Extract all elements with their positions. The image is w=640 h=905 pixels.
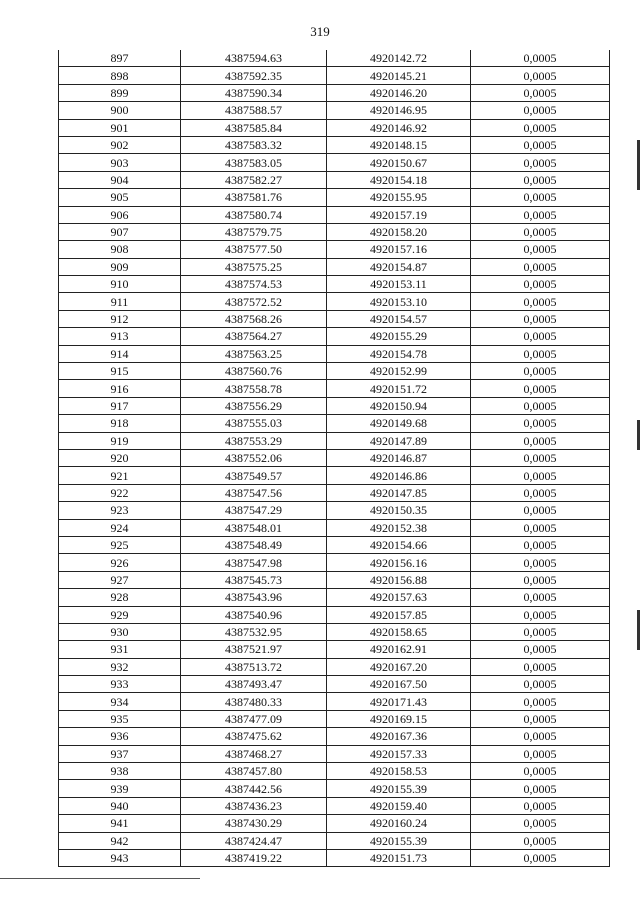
table-row <box>59 397 610 414</box>
y-coordinate-cell: 4920153.10 <box>327 293 471 310</box>
y-coordinate-cell: 4920159.40 <box>327 797 471 814</box>
accuracy-cell: 0,0005 <box>471 119 610 136</box>
y-coordinate-cell: 4920147.85 <box>327 484 471 501</box>
table-row <box>59 415 610 432</box>
table-row <box>59 67 610 84</box>
y-coordinate-cell: 4920146.87 <box>327 449 471 466</box>
y-coordinate-cell: 4920155.29 <box>327 328 471 345</box>
x-coordinate-cell: 4387553.29 <box>181 432 327 449</box>
accuracy-cell: 0,0005 <box>471 310 610 327</box>
table-row <box>59 189 610 206</box>
table-row <box>59 102 610 119</box>
y-coordinate-cell: 4920146.20 <box>327 84 471 101</box>
accuracy-cell: 0,0005 <box>471 658 610 675</box>
x-coordinate-cell: 4387585.84 <box>181 119 327 136</box>
table-row <box>59 345 610 362</box>
x-coordinate-cell: 4387580.74 <box>181 206 327 223</box>
x-coordinate-cell: 4387419.22 <box>181 849 327 866</box>
accuracy-cell: 0,0005 <box>471 258 610 275</box>
y-coordinate-cell: 4920157.16 <box>327 241 471 258</box>
point-number-cell: 919 <box>59 432 181 449</box>
y-coordinate-cell: 4920158.65 <box>327 623 471 640</box>
accuracy-cell: 0,0005 <box>471 849 610 866</box>
point-number-cell: 917 <box>59 397 181 414</box>
y-coordinate-cell: 4920142.72 <box>327 50 471 67</box>
accuracy-cell: 0,0005 <box>471 84 610 101</box>
point-number-cell: 927 <box>59 571 181 588</box>
accuracy-cell: 0,0005 <box>471 328 610 345</box>
point-number-cell: 913 <box>59 328 181 345</box>
table-row <box>59 502 610 519</box>
point-number-cell: 921 <box>59 467 181 484</box>
table-row <box>59 832 610 849</box>
point-number-cell: 909 <box>59 258 181 275</box>
point-number-cell: 910 <box>59 276 181 293</box>
x-coordinate-cell: 4387493.47 <box>181 676 327 693</box>
accuracy-cell: 0,0005 <box>471 815 610 832</box>
table-row <box>59 154 610 171</box>
y-coordinate-cell: 4920154.18 <box>327 171 471 188</box>
accuracy-cell: 0,0005 <box>471 136 610 153</box>
accuracy-cell: 0,0005 <box>471 589 610 606</box>
point-number-cell: 941 <box>59 815 181 832</box>
point-number-cell: 929 <box>59 606 181 623</box>
table-row <box>59 815 610 832</box>
coordinates-table-body <box>59 50 610 867</box>
point-number-cell: 900 <box>59 102 181 119</box>
y-coordinate-cell: 4920154.87 <box>327 258 471 275</box>
x-coordinate-cell: 4387582.27 <box>181 171 327 188</box>
y-coordinate-cell: 4920154.57 <box>327 310 471 327</box>
x-coordinate-cell: 4387579.75 <box>181 223 327 240</box>
point-number-cell: 936 <box>59 728 181 745</box>
x-coordinate-cell: 4387577.50 <box>181 241 327 258</box>
accuracy-cell: 0,0005 <box>471 519 610 536</box>
page-number: 319 <box>310 24 330 39</box>
x-coordinate-cell: 4387442.56 <box>181 780 327 797</box>
y-coordinate-cell: 4920171.43 <box>327 693 471 710</box>
x-coordinate-cell: 4387548.01 <box>181 519 327 536</box>
y-coordinate-cell: 4920154.66 <box>327 536 471 553</box>
table-row <box>59 536 610 553</box>
accuracy-cell: 0,0005 <box>471 189 610 206</box>
point-number-cell: 901 <box>59 119 181 136</box>
table-row <box>59 223 610 240</box>
point-number-cell: 898 <box>59 67 181 84</box>
x-coordinate-cell: 4387549.57 <box>181 467 327 484</box>
accuracy-cell: 0,0005 <box>471 415 610 432</box>
point-number-cell: 915 <box>59 363 181 380</box>
point-number-cell: 931 <box>59 641 181 658</box>
accuracy-cell: 0,0005 <box>471 154 610 171</box>
x-coordinate-cell: 4387475.62 <box>181 728 327 745</box>
y-coordinate-cell: 4920158.53 <box>327 763 471 780</box>
point-number-cell: 924 <box>59 519 181 536</box>
y-coordinate-cell: 4920157.19 <box>327 206 471 223</box>
table-row <box>59 467 610 484</box>
x-coordinate-cell: 4387564.27 <box>181 328 327 345</box>
accuracy-cell: 0,0005 <box>471 449 610 466</box>
accuracy-cell: 0,0005 <box>471 641 610 658</box>
accuracy-cell: 0,0005 <box>471 276 610 293</box>
y-coordinate-cell: 4920145.21 <box>327 67 471 84</box>
point-number-cell: 923 <box>59 502 181 519</box>
y-coordinate-cell: 4920146.95 <box>327 102 471 119</box>
point-number-cell: 939 <box>59 780 181 797</box>
y-coordinate-cell: 4920146.92 <box>327 119 471 136</box>
point-number-cell: 933 <box>59 676 181 693</box>
x-coordinate-cell: 4387513.72 <box>181 658 327 675</box>
point-number-cell: 938 <box>59 763 181 780</box>
y-coordinate-cell: 4920146.86 <box>327 467 471 484</box>
y-coordinate-cell: 4920167.50 <box>327 676 471 693</box>
table-row <box>59 606 610 623</box>
x-coordinate-cell: 4387540.96 <box>181 606 327 623</box>
accuracy-cell: 0,0005 <box>471 606 610 623</box>
x-coordinate-cell: 4387590.34 <box>181 84 327 101</box>
point-number-cell: 912 <box>59 310 181 327</box>
y-coordinate-cell: 4920162.91 <box>327 641 471 658</box>
table-row <box>59 780 610 797</box>
y-coordinate-cell: 4920160.24 <box>327 815 471 832</box>
accuracy-cell: 0,0005 <box>471 763 610 780</box>
point-number-cell: 943 <box>59 849 181 866</box>
accuracy-cell: 0,0005 <box>471 571 610 588</box>
x-coordinate-cell: 4387424.47 <box>181 832 327 849</box>
accuracy-cell: 0,0005 <box>471 171 610 188</box>
y-coordinate-cell: 4920155.39 <box>327 832 471 849</box>
x-coordinate-cell: 4387430.29 <box>181 815 327 832</box>
point-number-cell: 897 <box>59 50 181 67</box>
y-coordinate-cell: 4920150.67 <box>327 154 471 171</box>
y-coordinate-cell: 4920157.33 <box>327 745 471 762</box>
x-coordinate-cell: 4387457.80 <box>181 763 327 780</box>
point-number-cell: 907 <box>59 223 181 240</box>
accuracy-cell: 0,0005 <box>471 363 610 380</box>
point-number-cell: 935 <box>59 710 181 727</box>
table-row <box>59 728 610 745</box>
x-coordinate-cell: 4387543.96 <box>181 589 327 606</box>
table-row <box>59 136 610 153</box>
table-row <box>59 710 610 727</box>
table-row <box>59 589 610 606</box>
x-coordinate-cell: 4387547.29 <box>181 502 327 519</box>
x-coordinate-cell: 4387521.97 <box>181 641 327 658</box>
table-row <box>59 797 610 814</box>
x-coordinate-cell: 4387545.73 <box>181 571 327 588</box>
y-coordinate-cell: 4920149.68 <box>327 415 471 432</box>
point-number-cell: 914 <box>59 345 181 362</box>
accuracy-cell: 0,0005 <box>471 102 610 119</box>
point-number-cell: 937 <box>59 745 181 762</box>
x-coordinate-cell: 4387547.56 <box>181 484 327 501</box>
accuracy-cell: 0,0005 <box>471 797 610 814</box>
y-coordinate-cell: 4920148.15 <box>327 136 471 153</box>
accuracy-cell: 0,0005 <box>471 397 610 414</box>
table-row <box>59 676 610 693</box>
table-row <box>59 623 610 640</box>
point-number-cell: 920 <box>59 449 181 466</box>
point-number-cell: 925 <box>59 536 181 553</box>
y-coordinate-cell: 4920155.39 <box>327 780 471 797</box>
table-row <box>59 119 610 136</box>
table-row <box>59 206 610 223</box>
x-coordinate-cell: 4387555.03 <box>181 415 327 432</box>
x-coordinate-cell: 4387594.63 <box>181 50 327 67</box>
x-coordinate-cell: 4387572.52 <box>181 293 327 310</box>
y-coordinate-cell: 4920153.11 <box>327 276 471 293</box>
table-row <box>59 554 610 571</box>
x-coordinate-cell: 4387558.78 <box>181 380 327 397</box>
table-row <box>59 258 610 275</box>
accuracy-cell: 0,0005 <box>471 380 610 397</box>
table-row <box>59 241 610 258</box>
table-row <box>59 276 610 293</box>
y-coordinate-cell: 4920154.78 <box>327 345 471 362</box>
table-row <box>59 432 610 449</box>
point-number-cell: 902 <box>59 136 181 153</box>
accuracy-cell: 0,0005 <box>471 693 610 710</box>
table-row <box>59 328 610 345</box>
table-row <box>59 171 610 188</box>
accuracy-cell: 0,0005 <box>471 223 610 240</box>
x-coordinate-cell: 4387556.29 <box>181 397 327 414</box>
x-coordinate-cell: 4387583.32 <box>181 136 327 153</box>
y-coordinate-cell: 4920151.73 <box>327 849 471 866</box>
x-coordinate-cell: 4387581.76 <box>181 189 327 206</box>
x-coordinate-cell: 4387547.98 <box>181 554 327 571</box>
x-coordinate-cell: 4387480.33 <box>181 693 327 710</box>
accuracy-cell: 0,0005 <box>471 623 610 640</box>
point-number-cell: 908 <box>59 241 181 258</box>
table-row <box>59 745 610 762</box>
accuracy-cell: 0,0005 <box>471 728 610 745</box>
point-number-cell: 903 <box>59 154 181 171</box>
y-coordinate-cell: 4920147.89 <box>327 432 471 449</box>
point-number-cell: 940 <box>59 797 181 814</box>
x-coordinate-cell: 4387583.05 <box>181 154 327 171</box>
point-number-cell: 918 <box>59 415 181 432</box>
y-coordinate-cell: 4920156.16 <box>327 554 471 571</box>
x-coordinate-cell: 4387574.53 <box>181 276 327 293</box>
table-row <box>59 293 610 310</box>
point-number-cell: 934 <box>59 693 181 710</box>
table-row <box>59 658 610 675</box>
accuracy-cell: 0,0005 <box>471 780 610 797</box>
y-coordinate-cell: 4920167.36 <box>327 728 471 745</box>
point-number-cell: 922 <box>59 484 181 501</box>
accuracy-cell: 0,0005 <box>471 467 610 484</box>
y-coordinate-cell: 4920150.35 <box>327 502 471 519</box>
y-coordinate-cell: 4920156.88 <box>327 571 471 588</box>
x-coordinate-cell: 4387588.57 <box>181 102 327 119</box>
table-row <box>59 380 610 397</box>
point-number-cell: 942 <box>59 832 181 849</box>
table-row <box>59 763 610 780</box>
point-number-cell: 916 <box>59 380 181 397</box>
accuracy-cell: 0,0005 <box>471 206 610 223</box>
y-coordinate-cell: 4920152.38 <box>327 519 471 536</box>
x-coordinate-cell: 4387568.26 <box>181 310 327 327</box>
y-coordinate-cell: 4920167.20 <box>327 658 471 675</box>
x-coordinate-cell: 4387436.23 <box>181 797 327 814</box>
footer-rule <box>0 878 200 879</box>
table-row <box>59 693 610 710</box>
x-coordinate-cell: 4387468.27 <box>181 745 327 762</box>
accuracy-cell: 0,0005 <box>471 832 610 849</box>
y-coordinate-cell: 4920157.85 <box>327 606 471 623</box>
table-row <box>59 84 610 101</box>
table-row <box>59 849 610 866</box>
y-coordinate-cell: 4920157.63 <box>327 589 471 606</box>
table-row <box>59 641 610 658</box>
x-coordinate-cell: 4387552.06 <box>181 449 327 466</box>
y-coordinate-cell: 4920151.72 <box>327 380 471 397</box>
accuracy-cell: 0,0005 <box>471 241 610 258</box>
accuracy-cell: 0,0005 <box>471 67 610 84</box>
accuracy-cell: 0,0005 <box>471 710 610 727</box>
point-number-cell: 906 <box>59 206 181 223</box>
point-number-cell: 930 <box>59 623 181 640</box>
accuracy-cell: 0,0005 <box>471 536 610 553</box>
table-row <box>59 571 610 588</box>
y-coordinate-cell: 4920150.94 <box>327 397 471 414</box>
accuracy-cell: 0,0005 <box>471 432 610 449</box>
y-coordinate-cell: 4920155.95 <box>327 189 471 206</box>
point-number-cell: 905 <box>59 189 181 206</box>
x-coordinate-cell: 4387532.95 <box>181 623 327 640</box>
accuracy-cell: 0,0005 <box>471 484 610 501</box>
table-row <box>59 484 610 501</box>
point-number-cell: 928 <box>59 589 181 606</box>
point-number-cell: 904 <box>59 171 181 188</box>
accuracy-cell: 0,0005 <box>471 293 610 310</box>
accuracy-cell: 0,0005 <box>471 50 610 67</box>
table-row <box>59 519 610 536</box>
accuracy-cell: 0,0005 <box>471 554 610 571</box>
table-row <box>59 449 610 466</box>
accuracy-cell: 0,0005 <box>471 345 610 362</box>
table-row <box>59 50 610 67</box>
table-row <box>59 310 610 327</box>
accuracy-cell: 0,0005 <box>471 676 610 693</box>
y-coordinate-cell: 4920158.20 <box>327 223 471 240</box>
y-coordinate-cell: 4920152.99 <box>327 363 471 380</box>
x-coordinate-cell: 4387548.49 <box>181 536 327 553</box>
point-number-cell: 926 <box>59 554 181 571</box>
accuracy-cell: 0,0005 <box>471 502 610 519</box>
x-coordinate-cell: 4387563.25 <box>181 345 327 362</box>
table-row <box>59 363 610 380</box>
point-number-cell: 899 <box>59 84 181 101</box>
x-coordinate-cell: 4387560.76 <box>181 363 327 380</box>
y-coordinate-cell: 4920169.15 <box>327 710 471 727</box>
x-coordinate-cell: 4387575.25 <box>181 258 327 275</box>
point-number-cell: 932 <box>59 658 181 675</box>
coordinates-table <box>58 50 610 867</box>
x-coordinate-cell: 4387477.09 <box>181 710 327 727</box>
x-coordinate-cell: 4387592.35 <box>181 67 327 84</box>
accuracy-cell: 0,0005 <box>471 745 610 762</box>
point-number-cell: 911 <box>59 293 181 310</box>
